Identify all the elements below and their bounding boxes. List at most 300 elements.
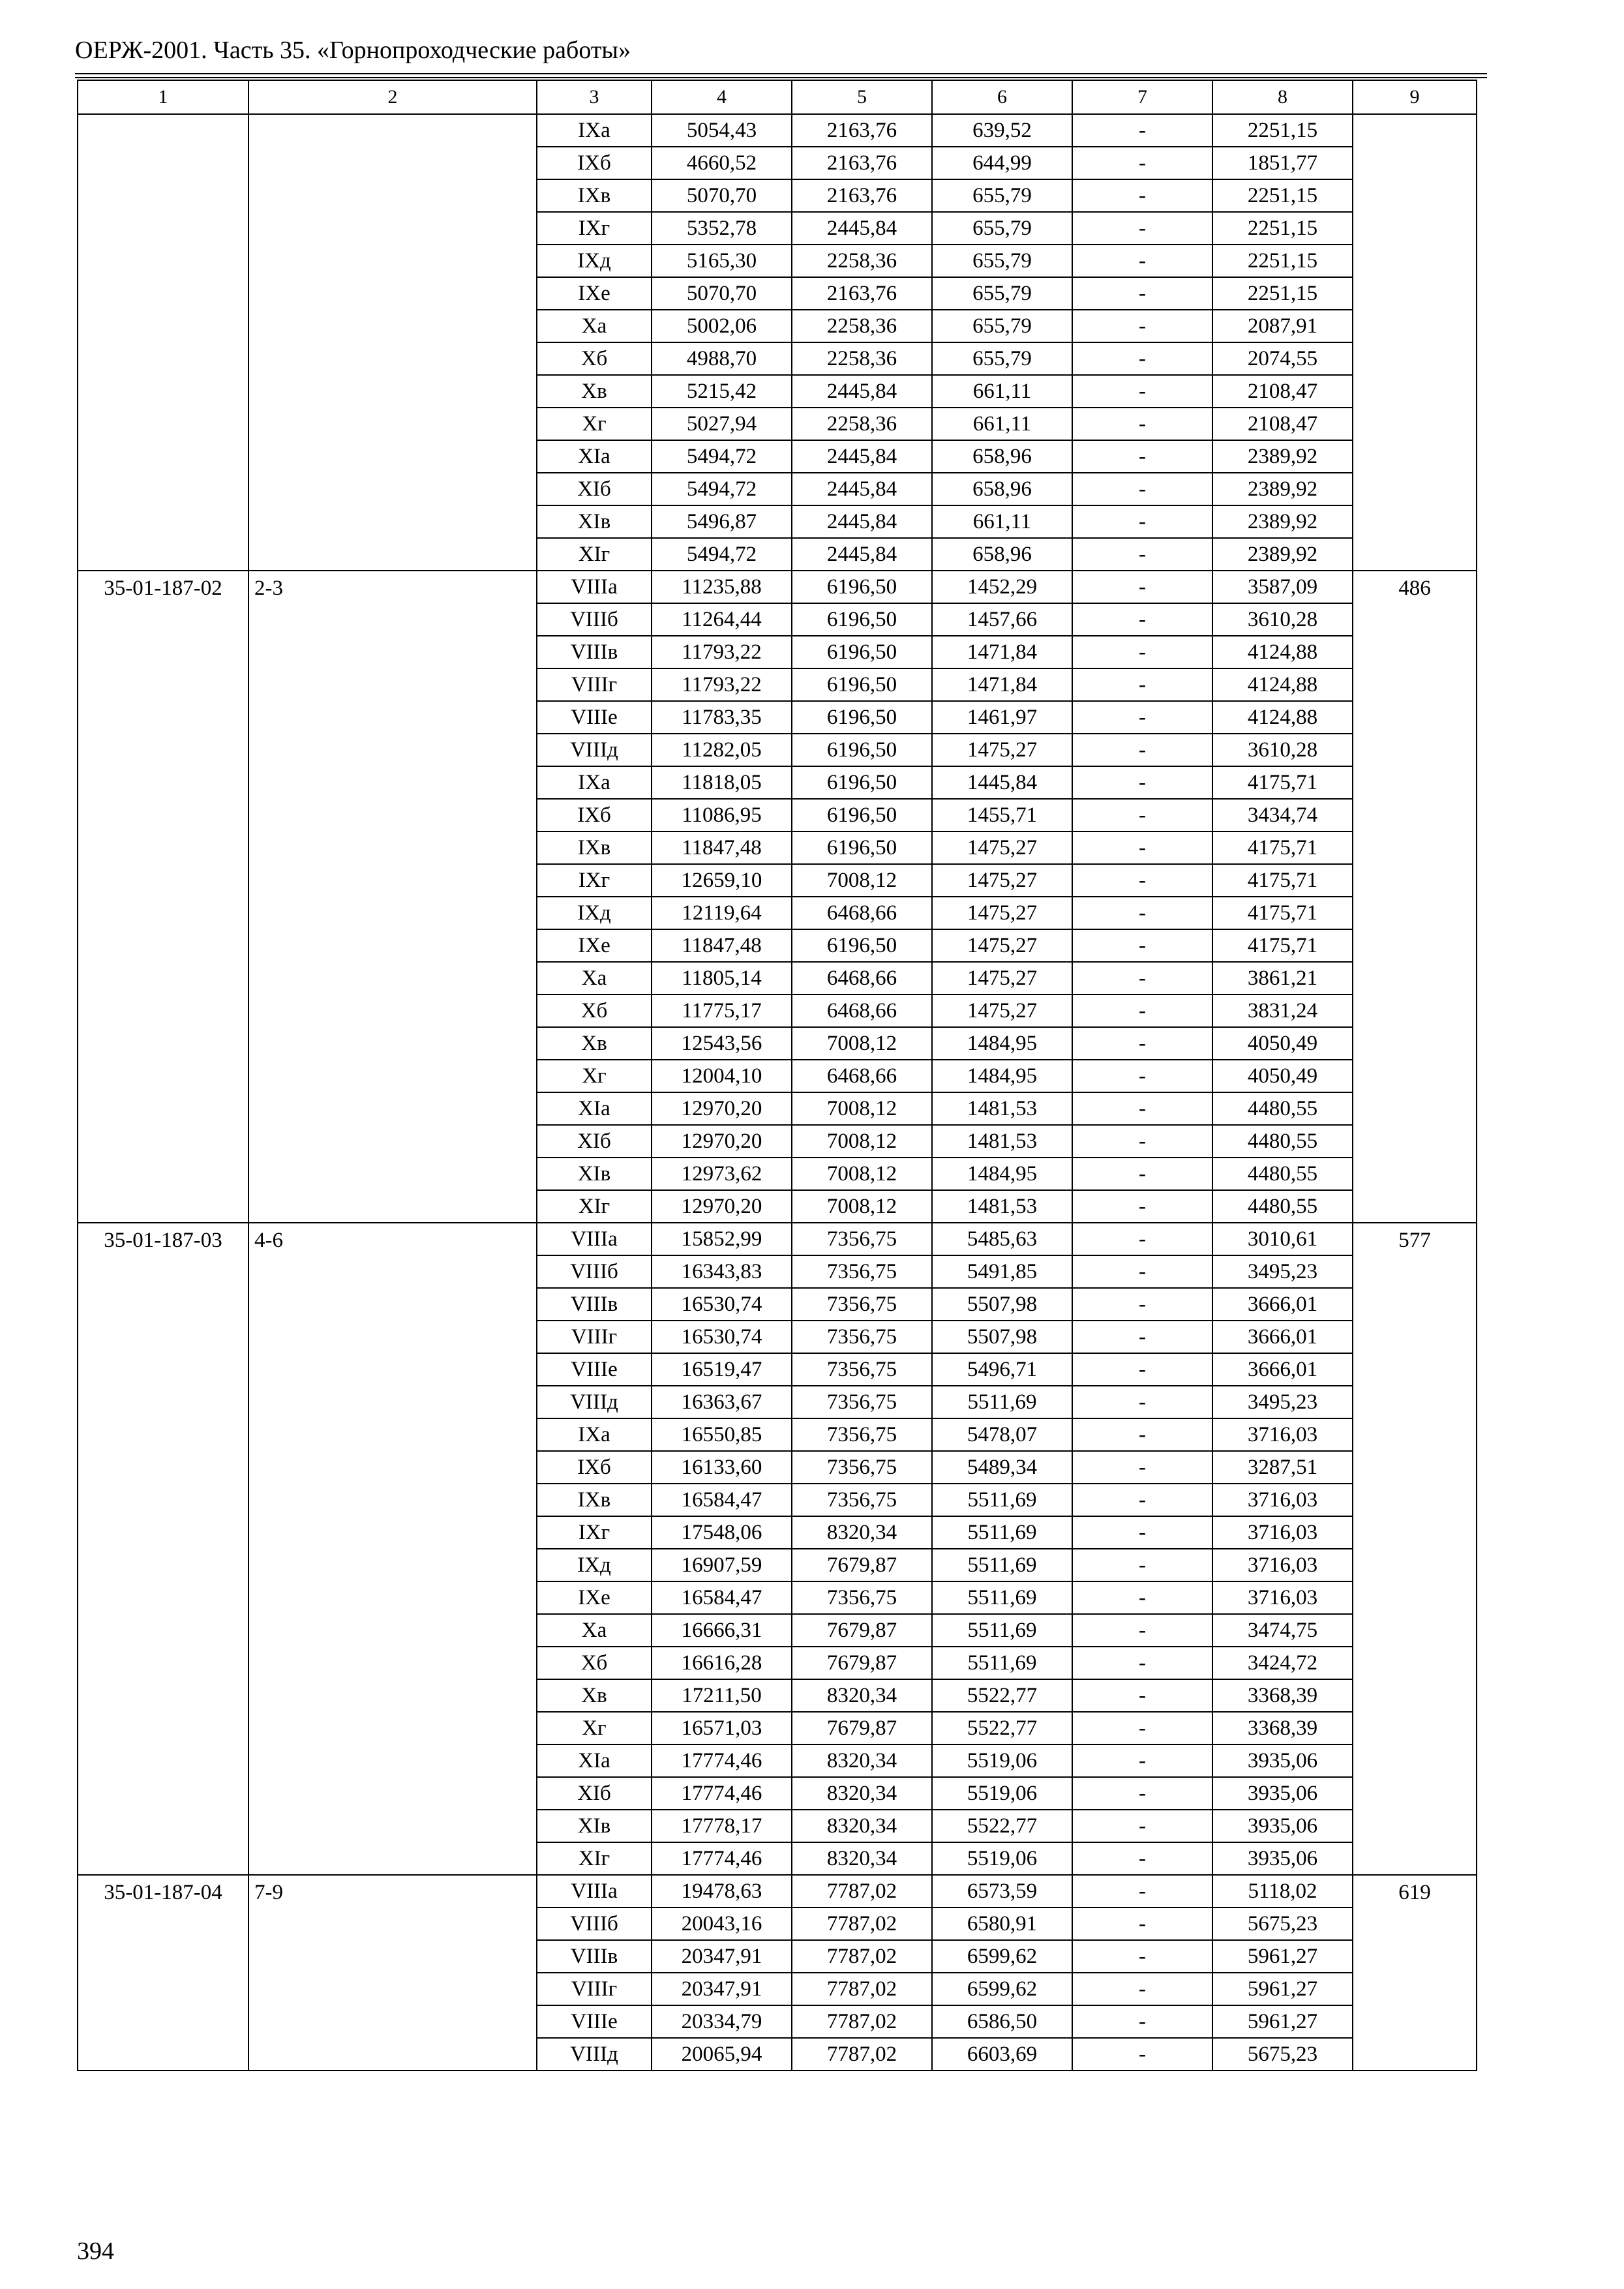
value-cell: VIIIа [537, 1223, 652, 1255]
value-cell: 6580,91 [932, 1908, 1072, 1940]
value-cell: 5519,06 [932, 1842, 1072, 1875]
value-cell: 4480,55 [1212, 1092, 1353, 1125]
value-cell: 5496,71 [932, 1353, 1072, 1386]
value-cell: - [1072, 701, 1212, 734]
value-cell: 644,99 [932, 147, 1072, 179]
value-cell: 2163,76 [792, 277, 932, 310]
value-cell: 6468,66 [792, 897, 932, 929]
value-cell: 16616,28 [652, 1647, 792, 1679]
value-cell: 7356,75 [792, 1321, 932, 1353]
value-cell: 1475,27 [932, 995, 1072, 1027]
value-cell: XIб [537, 1125, 652, 1158]
value-cell: IXе [537, 929, 652, 962]
value-cell: 2087,91 [1212, 310, 1353, 342]
header-rule [75, 73, 1487, 74]
value-cell: - [1072, 1842, 1212, 1875]
value-cell: 20043,16 [652, 1908, 792, 1940]
column9-cell: 486 [1353, 571, 1477, 1223]
value-cell: 2251,15 [1212, 114, 1353, 147]
value-cell: 8320,34 [792, 1842, 932, 1875]
value-cell: 5494,72 [652, 473, 792, 505]
value-cell: 2074,55 [1212, 342, 1353, 375]
value-cell: 5494,72 [652, 440, 792, 473]
value-cell: 661,11 [932, 375, 1072, 408]
value-cell: - [1072, 1255, 1212, 1288]
value-cell: 6196,50 [792, 929, 932, 962]
column-number-row [78, 80, 1477, 114]
value-cell: 4175,71 [1212, 897, 1353, 929]
value-cell: 1475,27 [932, 897, 1072, 929]
value-cell: 2163,76 [792, 114, 932, 147]
value-cell: 11847,48 [652, 831, 792, 864]
value-cell: - [1072, 1875, 1212, 1908]
value-cell: 3935,06 [1212, 1842, 1353, 1875]
value-cell: 19478,63 [652, 1875, 792, 1908]
value-cell: 5961,27 [1212, 1940, 1353, 1973]
value-cell: 12970,20 [652, 1125, 792, 1158]
value-cell: 7787,02 [792, 1973, 932, 2005]
value-cell: VIIIг [537, 1973, 652, 2005]
value-cell: 3368,39 [1212, 1679, 1353, 1712]
value-cell: 3831,24 [1212, 995, 1353, 1027]
value-cell: 12543,56 [652, 1027, 792, 1060]
value-cell: 6196,50 [792, 766, 932, 799]
rates-table [77, 80, 1477, 2071]
value-cell: VIIIд [537, 1386, 652, 1418]
value-cell: 11847,48 [652, 929, 792, 962]
value-cell: - [1072, 538, 1212, 571]
column-number: 9 [1353, 80, 1477, 114]
value-cell: 5519,06 [932, 1744, 1072, 1777]
value-cell: - [1072, 1060, 1212, 1092]
value-cell: IXа [537, 766, 652, 799]
value-cell: 6599,62 [932, 1973, 1072, 2005]
value-cell: 17774,46 [652, 1777, 792, 1810]
value-cell: 3666,01 [1212, 1353, 1353, 1386]
value-cell: Xв [537, 1027, 652, 1060]
rate-code-cell: 35-01-187-04 [78, 1875, 248, 2071]
value-cell: 2445,84 [792, 212, 932, 245]
value-cell: 5675,23 [1212, 1908, 1353, 1940]
value-cell: Xа [537, 310, 652, 342]
value-cell: 5494,72 [652, 538, 792, 571]
value-cell: 655,79 [932, 277, 1072, 310]
value-cell: 20065,94 [652, 2038, 792, 2071]
value-cell: - [1072, 864, 1212, 897]
value-cell: 7008,12 [792, 1125, 932, 1158]
value-cell: 3495,23 [1212, 1255, 1353, 1288]
value-cell: 12119,64 [652, 897, 792, 929]
value-cell: 7679,87 [792, 1647, 932, 1679]
value-cell: IXв [537, 1484, 652, 1516]
value-cell: IXд [537, 897, 652, 929]
value-cell: XIв [537, 505, 652, 538]
value-cell: 5675,23 [1212, 2038, 1353, 2071]
value-cell: VIIIа [537, 1875, 652, 1908]
value-cell: - [1072, 1092, 1212, 1125]
value-cell: 6468,66 [792, 1060, 932, 1092]
value-cell: 3610,28 [1212, 734, 1353, 766]
value-cell: - [1072, 1190, 1212, 1223]
value-cell: 2251,15 [1212, 245, 1353, 277]
value-cell: IXд [537, 245, 652, 277]
value-cell: 1445,84 [932, 766, 1072, 799]
value-cell: 5489,34 [932, 1451, 1072, 1484]
value-cell: VIIIб [537, 603, 652, 636]
value-cell: 2445,84 [792, 538, 932, 571]
value-cell: 3424,72 [1212, 1647, 1353, 1679]
value-cell: - [1072, 929, 1212, 962]
value-cell: 1475,27 [932, 929, 1072, 962]
value-cell: - [1072, 375, 1212, 408]
value-cell: - [1072, 473, 1212, 505]
value-cell: 16550,85 [652, 1418, 792, 1451]
value-cell: 4175,71 [1212, 929, 1353, 962]
value-cell: 7787,02 [792, 1908, 932, 1940]
value-cell: VIIIд [537, 734, 652, 766]
value-cell: 11793,22 [652, 668, 792, 701]
value-cell: - [1072, 1744, 1212, 1777]
value-cell: VIIIб [537, 1908, 652, 1940]
value-cell: 2251,15 [1212, 179, 1353, 212]
value-cell: 7787,02 [792, 2038, 932, 2071]
value-cell: - [1072, 995, 1212, 1027]
value-cell: 3434,74 [1212, 799, 1353, 831]
value-cell: 6196,50 [792, 668, 932, 701]
value-cell: 6196,50 [792, 636, 932, 668]
value-cell: - [1072, 147, 1212, 179]
value-cell: 7787,02 [792, 1875, 932, 1908]
value-cell: 7356,75 [792, 1386, 932, 1418]
value-cell: 11818,05 [652, 766, 792, 799]
value-cell: 2251,15 [1212, 212, 1353, 245]
value-cell: VIIIд [537, 2038, 652, 2071]
range-cell [248, 114, 537, 571]
value-cell: XIг [537, 1190, 652, 1223]
value-cell: 16530,74 [652, 1321, 792, 1353]
value-cell: 2389,92 [1212, 473, 1353, 505]
value-cell: 2389,92 [1212, 538, 1353, 571]
value-cell: - [1072, 1451, 1212, 1484]
value-cell: 5070,70 [652, 277, 792, 310]
value-cell: - [1072, 766, 1212, 799]
value-cell: 6468,66 [792, 995, 932, 1027]
value-cell: 7787,02 [792, 2005, 932, 2038]
value-cell: 6573,59 [932, 1875, 1072, 1908]
value-cell: 1471,84 [932, 636, 1072, 668]
value-cell: 1475,27 [932, 864, 1072, 897]
value-cell: - [1072, 1777, 1212, 1810]
value-cell: 1452,29 [932, 571, 1072, 603]
value-cell: 3716,03 [1212, 1484, 1353, 1516]
value-cell: XIб [537, 1777, 652, 1810]
value-cell: 655,79 [932, 342, 1072, 375]
value-cell: Xг [537, 1712, 652, 1744]
value-cell: 7356,75 [792, 1288, 932, 1321]
column-number: 1 [78, 80, 248, 114]
value-cell: - [1072, 1712, 1212, 1744]
value-cell: 3716,03 [1212, 1418, 1353, 1451]
value-cell: 1455,71 [932, 799, 1072, 831]
value-cell: - [1072, 1353, 1212, 1386]
value-cell: 5215,42 [652, 375, 792, 408]
value-cell: - [1072, 1549, 1212, 1581]
value-cell: 16133,60 [652, 1451, 792, 1484]
value-cell: 11775,17 [652, 995, 792, 1027]
value-cell: 4124,88 [1212, 636, 1353, 668]
value-cell: 5027,94 [652, 408, 792, 440]
value-cell: 3716,03 [1212, 1581, 1353, 1614]
value-cell: 1475,27 [932, 831, 1072, 864]
value-cell: IXд [537, 1549, 652, 1581]
value-cell: 661,11 [932, 505, 1072, 538]
value-cell: IXа [537, 1418, 652, 1451]
value-cell: 7008,12 [792, 864, 932, 897]
value-cell: 2258,36 [792, 310, 932, 342]
table-row [78, 1223, 1477, 1255]
value-cell: 655,79 [932, 245, 1072, 277]
value-cell: 6599,62 [932, 1940, 1072, 1973]
value-cell: 7008,12 [792, 1158, 932, 1190]
value-cell: 3716,03 [1212, 1516, 1353, 1549]
value-cell: 1484,95 [932, 1060, 1072, 1092]
value-cell: IXв [537, 179, 652, 212]
value-cell: 2163,76 [792, 147, 932, 179]
value-cell: Xа [537, 962, 652, 995]
value-cell: 6196,50 [792, 701, 932, 734]
value-cell: - [1072, 1386, 1212, 1418]
value-cell: 11805,14 [652, 962, 792, 995]
value-cell: VIIIг [537, 668, 652, 701]
value-cell: 4175,71 [1212, 831, 1353, 864]
value-cell: 1475,27 [932, 962, 1072, 995]
value-cell: 4124,88 [1212, 701, 1353, 734]
value-cell: 2258,36 [792, 342, 932, 375]
value-cell: 7679,87 [792, 1712, 932, 1744]
value-cell: 6586,50 [932, 2005, 1072, 2038]
value-cell: - [1072, 1418, 1212, 1451]
value-cell: IXг [537, 864, 652, 897]
value-cell: 3368,39 [1212, 1712, 1353, 1744]
value-cell: 7008,12 [792, 1027, 932, 1060]
value-cell: 1457,66 [932, 603, 1072, 636]
value-cell: 4660,52 [652, 147, 792, 179]
value-cell: VIIIе [537, 701, 652, 734]
value-cell: 5511,69 [932, 1549, 1072, 1581]
table-row [78, 1875, 1477, 1908]
column-number: 8 [1212, 80, 1353, 114]
value-cell: - [1072, 408, 1212, 440]
page-header: ОЕРЖ-2001. Часть 35. «Горнопроходческие работы» [75, 37, 631, 64]
value-cell: 5511,69 [932, 1581, 1072, 1614]
value-cell: 1481,53 [932, 1190, 1072, 1223]
value-cell: XIв [537, 1810, 652, 1842]
value-cell: 7356,75 [792, 1223, 932, 1255]
value-cell: Xв [537, 375, 652, 408]
value-cell: IXб [537, 147, 652, 179]
value-cell: - [1072, 1647, 1212, 1679]
value-cell: 5485,63 [932, 1223, 1072, 1255]
value-cell: 5118,02 [1212, 1875, 1353, 1908]
value-cell: Xа [537, 1614, 652, 1647]
value-cell: - [1072, 1581, 1212, 1614]
value-cell: 2163,76 [792, 179, 932, 212]
value-cell: - [1072, 440, 1212, 473]
value-cell: 16666,31 [652, 1614, 792, 1647]
value-cell: 16530,74 [652, 1288, 792, 1321]
value-cell: - [1072, 1125, 1212, 1158]
value-cell: - [1072, 1484, 1212, 1516]
value-cell: 4050,49 [1212, 1060, 1353, 1092]
value-cell: - [1072, 277, 1212, 310]
value-cell: VIIIе [537, 1353, 652, 1386]
value-cell: 2445,84 [792, 375, 932, 408]
value-cell: 1475,27 [932, 734, 1072, 766]
value-cell: 2258,36 [792, 408, 932, 440]
value-cell: 7356,75 [792, 1581, 932, 1614]
value-cell: 20334,79 [652, 2005, 792, 2038]
value-cell: 5511,69 [932, 1386, 1072, 1418]
value-cell: 5507,98 [932, 1321, 1072, 1353]
value-cell: 7356,75 [792, 1255, 932, 1288]
value-cell: 6196,50 [792, 571, 932, 603]
value-cell: 4175,71 [1212, 766, 1353, 799]
value-cell: 658,96 [932, 538, 1072, 571]
table-row [78, 114, 1477, 147]
value-cell: IXб [537, 799, 652, 831]
value-cell: 7787,02 [792, 1940, 932, 1973]
value-cell: XIа [537, 1092, 652, 1125]
value-cell: 6196,50 [792, 734, 932, 766]
value-cell: 12973,62 [652, 1158, 792, 1190]
value-cell: 8320,34 [792, 1516, 932, 1549]
value-cell: 3666,01 [1212, 1321, 1353, 1353]
value-cell: 12004,10 [652, 1060, 792, 1092]
rate-code-cell: 35-01-187-03 [78, 1223, 248, 1875]
rate-code-cell [78, 114, 248, 571]
column-number: 4 [652, 80, 792, 114]
value-cell: 17211,50 [652, 1679, 792, 1712]
value-cell: XIв [537, 1158, 652, 1190]
value-cell: - [1072, 1973, 1212, 2005]
value-cell: IXе [537, 1581, 652, 1614]
column9-cell [1353, 114, 1477, 571]
value-cell: 2445,84 [792, 473, 932, 505]
value-cell: 661,11 [932, 408, 1072, 440]
value-cell: - [1072, 897, 1212, 929]
value-cell: - [1072, 1516, 1212, 1549]
value-cell: 12659,10 [652, 864, 792, 897]
value-cell: 5054,43 [652, 114, 792, 147]
value-cell: 3010,61 [1212, 1223, 1353, 1255]
value-cell: 1851,77 [1212, 147, 1353, 179]
column-number: 3 [537, 80, 652, 114]
value-cell: - [1072, 1158, 1212, 1190]
value-cell: VIIIв [537, 1288, 652, 1321]
value-cell: VIIIг [537, 1321, 652, 1353]
value-cell: Xг [537, 1060, 652, 1092]
value-cell: 5961,27 [1212, 2005, 1353, 2038]
value-cell: 5352,78 [652, 212, 792, 245]
value-cell: - [1072, 1027, 1212, 1060]
value-cell: XIг [537, 538, 652, 571]
value-cell: 5491,85 [932, 1255, 1072, 1288]
value-cell: - [1072, 962, 1212, 995]
value-cell: 11086,95 [652, 799, 792, 831]
value-cell: IXа [537, 114, 652, 147]
value-cell: 17774,46 [652, 1842, 792, 1875]
value-cell: 655,79 [932, 310, 1072, 342]
value-cell: 3666,01 [1212, 1288, 1353, 1321]
value-cell: 8320,34 [792, 1744, 932, 1777]
range-cell: 4-6 [248, 1223, 537, 1875]
page-number: 394 [77, 2237, 114, 2265]
value-cell: - [1072, 1940, 1212, 1973]
value-cell: 4050,49 [1212, 1027, 1353, 1060]
value-cell: IXв [537, 831, 652, 864]
value-cell: VIIIв [537, 1940, 652, 1973]
value-cell: 5511,69 [932, 1484, 1072, 1516]
value-cell: 16584,47 [652, 1581, 792, 1614]
value-cell: 3610,28 [1212, 603, 1353, 636]
value-cell: 1484,95 [932, 1158, 1072, 1190]
value-cell: XIа [537, 1744, 652, 1777]
value-cell: 658,96 [932, 440, 1072, 473]
value-cell: - [1072, 114, 1212, 147]
value-cell: - [1072, 1908, 1212, 1940]
column-number: 6 [932, 80, 1072, 114]
rates-table-body [78, 80, 1477, 2071]
value-cell: 12970,20 [652, 1092, 792, 1125]
value-cell: 2108,47 [1212, 375, 1353, 408]
value-cell: - [1072, 310, 1212, 342]
value-cell: - [1072, 179, 1212, 212]
value-cell: 4480,55 [1212, 1125, 1353, 1158]
value-cell: 6603,69 [932, 2038, 1072, 2071]
range-cell: 7-9 [248, 1875, 537, 2071]
range-cell: 2-3 [248, 571, 537, 1223]
value-cell: 639,52 [932, 114, 1072, 147]
value-cell: - [1072, 799, 1212, 831]
value-cell: 7356,75 [792, 1353, 932, 1386]
value-cell: 5522,77 [932, 1679, 1072, 1712]
value-cell: 5961,27 [1212, 1973, 1353, 2005]
value-cell: - [1072, 245, 1212, 277]
value-cell: - [1072, 212, 1212, 245]
value-cell: 11282,05 [652, 734, 792, 766]
value-cell: 16363,67 [652, 1386, 792, 1418]
value-cell: 3935,06 [1212, 1744, 1353, 1777]
value-cell: 7356,75 [792, 1451, 932, 1484]
value-cell: - [1072, 1223, 1212, 1255]
value-cell: 655,79 [932, 179, 1072, 212]
value-cell: 5522,77 [932, 1810, 1072, 1842]
value-cell: 12970,20 [652, 1190, 792, 1223]
value-cell: 3287,51 [1212, 1451, 1353, 1484]
column9-cell: 619 [1353, 1875, 1477, 2071]
value-cell: 2258,36 [792, 245, 932, 277]
value-cell: Xб [537, 995, 652, 1027]
value-cell: 5519,06 [932, 1777, 1072, 1810]
value-cell: 1484,95 [932, 1027, 1072, 1060]
value-cell: 5478,07 [932, 1418, 1072, 1451]
value-cell: 5511,69 [932, 1647, 1072, 1679]
value-cell: 4480,55 [1212, 1190, 1353, 1223]
value-cell: 4480,55 [1212, 1158, 1353, 1190]
value-cell: 4124,88 [1212, 668, 1353, 701]
value-cell: Xб [537, 1647, 652, 1679]
value-cell: 5070,70 [652, 179, 792, 212]
